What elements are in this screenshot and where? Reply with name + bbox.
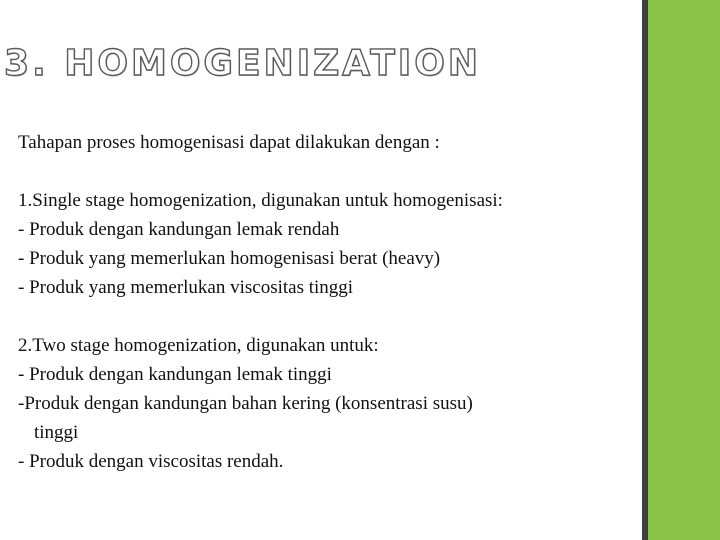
section1-item: - Produk dengan kandungan lemak rendah [18, 219, 340, 240]
section2-item: - Produk dengan kandungan lemak tinggi [18, 364, 332, 385]
intro-text: Tahapan proses homogenisasi dapat dilakukan dengan : [18, 132, 440, 153]
section2-item: -Produk dengan kandungan bahan kering (konsentrasi susu) [18, 393, 473, 414]
section1-item: - Produk yang memerlukan homogenisasi berat (heavy) [18, 248, 441, 269]
spacer [18, 302, 638, 331]
section1-heading: 1.Single stage homogenization, digunakan untuk homogenisasi: [18, 190, 503, 211]
spacer [18, 157, 638, 186]
section2-item: - Produk dengan viscositas rendah. [18, 451, 284, 472]
accent-bar-green [648, 0, 720, 540]
section2-heading: 2.Two stage homogenization, digunakan untuk: [18, 335, 379, 356]
slide-body [18, 128, 638, 476]
section1-item: - Produk yang memerlukan viscositas tinggi [18, 277, 354, 298]
slide-title: 3. HOMOGENIZATION [4, 43, 481, 84]
section2-item-continuation: tinggi [34, 422, 79, 443]
